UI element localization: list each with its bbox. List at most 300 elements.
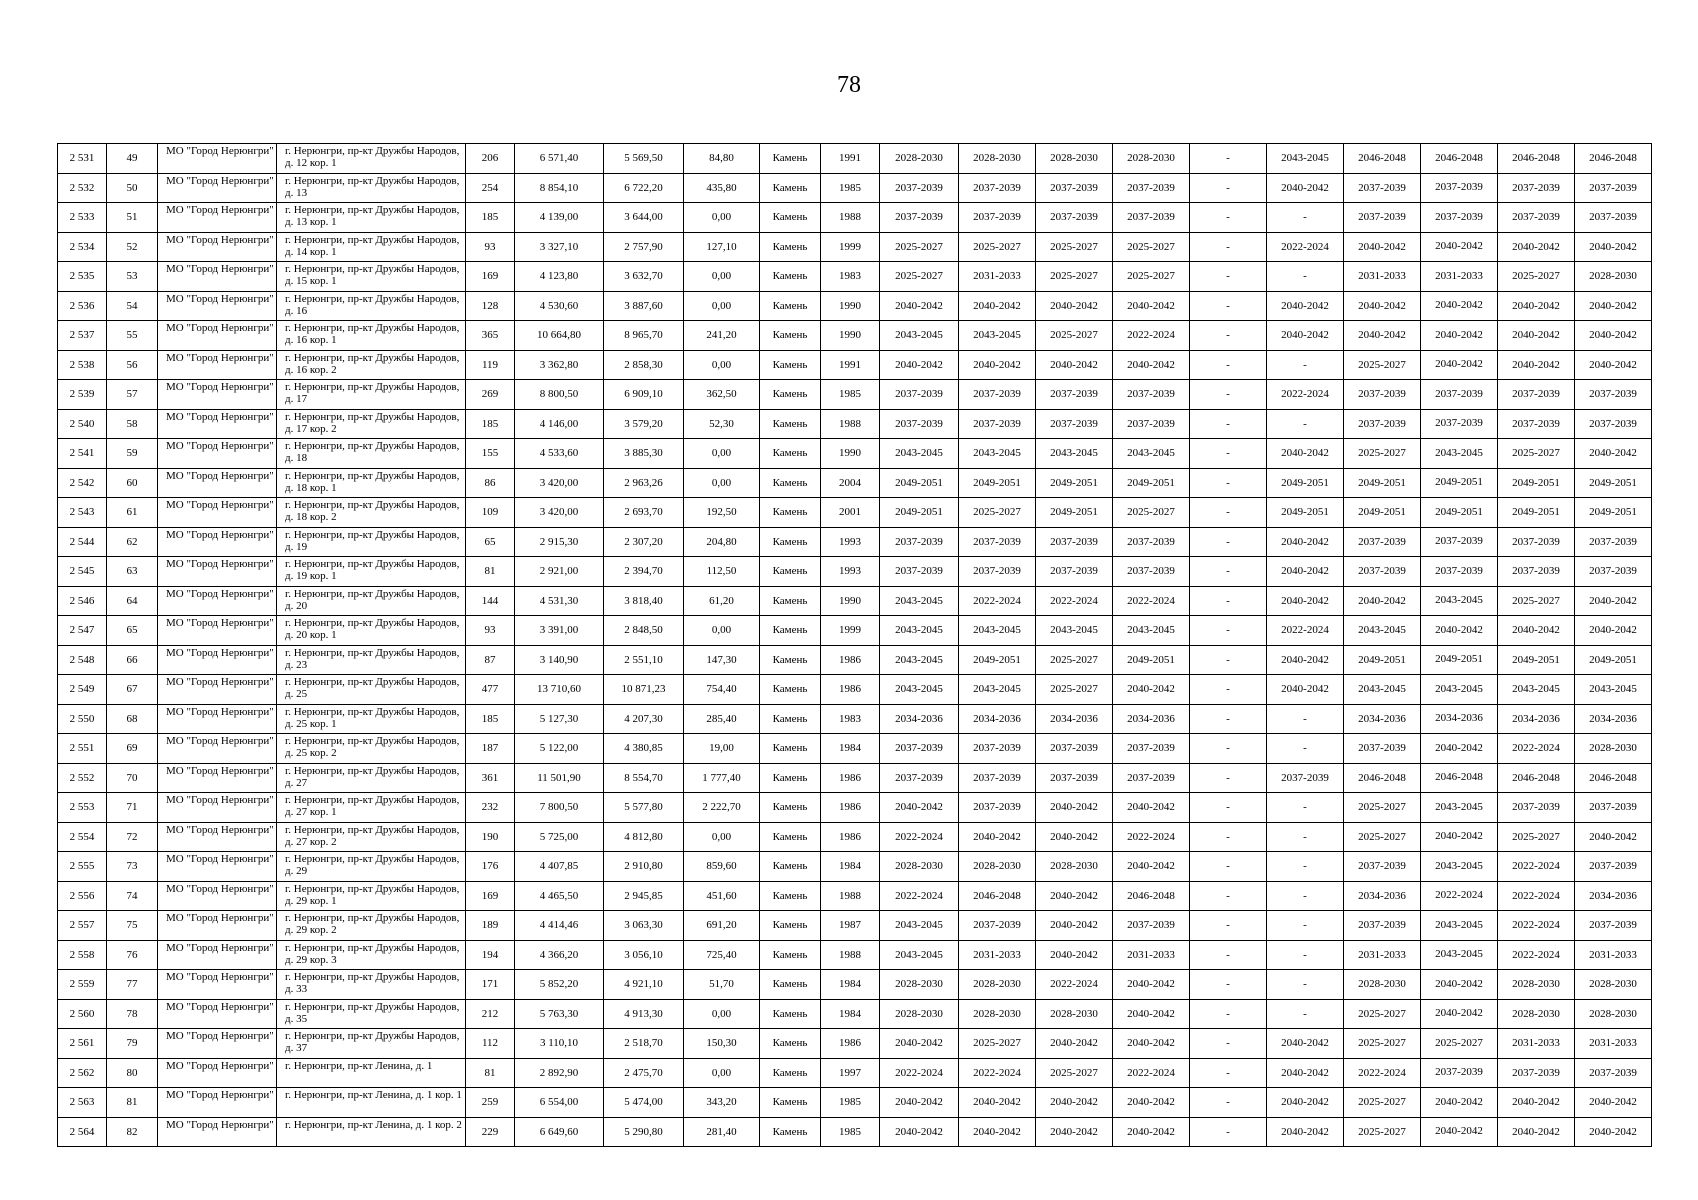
table-cell: 2037-2039 — [959, 763, 1036, 793]
table-cell: МО "Город Нерюнгри" — [158, 144, 277, 174]
table-cell: г. Нерюнгри, пр-кт Дружбы Народов, д. 25 кор. 1 — [277, 704, 466, 734]
table-cell: 2 559 — [58, 970, 107, 1000]
table-cell: 3 063,30 — [604, 911, 684, 941]
table-cell: 7 800,50 — [515, 793, 604, 823]
table-cell: г. Нерюнгри, пр-кт Дружбы Народов, д. 25 — [277, 675, 466, 705]
table-cell: 2040-2042 — [1113, 1029, 1190, 1059]
table-cell: Камень — [760, 911, 821, 941]
table-cell: 2043-2045 — [1421, 852, 1498, 882]
table-cell: 2049-2051 — [1344, 468, 1421, 498]
table-cell: 2037-2039 — [1344, 380, 1421, 410]
table-cell: 2040-2042 — [880, 1029, 959, 1059]
table-cell: Камень — [760, 881, 821, 911]
table-cell: МО "Город Нерюнгри" — [158, 557, 277, 587]
table-cell: 1983 — [821, 262, 880, 292]
table-cell: 2040-2042 — [1421, 970, 1498, 1000]
table-cell: 2 560 — [58, 999, 107, 1029]
table-cell: 2 558 — [58, 940, 107, 970]
table-cell: г. Нерюнгри, пр-кт Дружбы Народов, д. 29 кор. 1 — [277, 881, 466, 911]
table-cell: 2040-2042 — [1575, 586, 1652, 616]
table-cell: - — [1267, 822, 1344, 852]
table-cell: 19,00 — [684, 734, 760, 764]
table-cell: 2034-2036 — [1113, 704, 1190, 734]
table-cell: 84,80 — [684, 144, 760, 174]
table-cell: 52,30 — [684, 409, 760, 439]
table-cell: 2040-2042 — [880, 291, 959, 321]
table-cell: 2043-2045 — [1421, 911, 1498, 941]
table-cell: 2046-2048 — [1344, 763, 1421, 793]
table-cell: г. Нерюнгри, пр-кт Дружбы Народов, д. 13 кор. 1 — [277, 203, 466, 233]
table-cell: 2040-2042 — [880, 350, 959, 380]
table-cell: 2040-2042 — [1344, 321, 1421, 351]
table-cell: 2037-2039 — [959, 793, 1036, 823]
table-cell: - — [1190, 380, 1267, 410]
table-cell: 3 885,30 — [604, 439, 684, 469]
table-cell: 2034-2036 — [1575, 704, 1652, 734]
table-cell: 3 140,90 — [515, 645, 604, 675]
table-cell: 2025-2027 — [1113, 262, 1190, 292]
table-cell: 5 474,00 — [604, 1088, 684, 1118]
table-cell: 2040-2042 — [880, 1117, 959, 1147]
table-cell: 2 554 — [58, 822, 107, 852]
table-cell: - — [1190, 999, 1267, 1029]
table-cell: 2028-2030 — [1498, 999, 1575, 1029]
table-cell: Камень — [760, 675, 821, 705]
table-cell: 2 549 — [58, 675, 107, 705]
table-cell: - — [1267, 852, 1344, 882]
table-cell: 0,00 — [684, 822, 760, 852]
table-cell: 259 — [466, 1088, 515, 1118]
table-cell: 1985 — [821, 1117, 880, 1147]
table-cell: 2040-2042 — [1575, 1088, 1652, 1118]
table-cell: 2049-2051 — [1036, 468, 1113, 498]
table-cell: 4 921,10 — [604, 970, 684, 1000]
table-cell: 2025-2027 — [1344, 793, 1421, 823]
table-cell: МО "Город Нерюнгри" — [158, 881, 277, 911]
table-cell: МО "Город Нерюнгри" — [158, 645, 277, 675]
table-cell: 2 531 — [58, 144, 107, 174]
table-cell: 2031-2033 — [1575, 940, 1652, 970]
table-cell: 67 — [107, 675, 158, 705]
table-cell: 71 — [107, 793, 158, 823]
table-cell: 2049-2051 — [1036, 498, 1113, 528]
table-cell: 2049-2051 — [959, 645, 1036, 675]
table-cell: 1984 — [821, 852, 880, 882]
table-cell: 82 — [107, 1117, 158, 1147]
table-cell: 2037-2039 — [1575, 1058, 1652, 1088]
table-cell: 59 — [107, 439, 158, 469]
table-cell: 3 818,40 — [604, 586, 684, 616]
table-cell: 2025-2027 — [1036, 645, 1113, 675]
table-cell: 155 — [466, 439, 515, 469]
table-cell: 2037-2039 — [1421, 557, 1498, 587]
table-cell: 2 561 — [58, 1029, 107, 1059]
table-cell: 2022-2024 — [959, 586, 1036, 616]
table-cell: 6 571,40 — [515, 144, 604, 174]
table-cell: 4 533,60 — [515, 439, 604, 469]
table-cell: 2025-2027 — [880, 262, 959, 292]
table-cell: 2043-2045 — [1421, 586, 1498, 616]
table-cell: 2037-2039 — [1421, 527, 1498, 557]
table-cell: 343,20 — [684, 1088, 760, 1118]
table-cell: - — [1190, 704, 1267, 734]
table-cell: 2037-2039 — [959, 911, 1036, 941]
table-row — [58, 645, 1652, 675]
table-cell: 2 693,70 — [604, 498, 684, 528]
table-cell: г. Нерюнгри, пр-кт Ленина, д. 1 кор. 2 — [277, 1117, 466, 1147]
table-cell: 4 812,80 — [604, 822, 684, 852]
table-cell: 1990 — [821, 439, 880, 469]
table-cell: 10 664,80 — [515, 321, 604, 351]
table-cell: 4 465,50 — [515, 881, 604, 911]
table-row — [58, 675, 1652, 705]
table-cell: Камень — [760, 380, 821, 410]
table-cell: 4 123,80 — [515, 262, 604, 292]
table-cell: 2025-2027 — [959, 498, 1036, 528]
table-cell: 3 391,00 — [515, 616, 604, 646]
table-cell: г. Нерюнгри, пр-кт Дружбы Народов, д. 29 — [277, 852, 466, 882]
table-cell: 4 146,00 — [515, 409, 604, 439]
table-row — [58, 173, 1652, 203]
table-row — [58, 321, 1652, 351]
table-cell: 2022-2024 — [1498, 734, 1575, 764]
table-cell: 2031-2033 — [1575, 1029, 1652, 1059]
table-cell: 81 — [466, 557, 515, 587]
table-body — [58, 144, 1652, 1147]
table-row — [58, 439, 1652, 469]
table-cell: г. Нерюнгри, пр-кт Дружбы Народов, д. 16 — [277, 291, 466, 321]
table-row — [58, 232, 1652, 262]
table-cell: 53 — [107, 262, 158, 292]
table-cell: 2040-2042 — [1036, 1117, 1113, 1147]
table-cell: г. Нерюнгри, пр-кт Дружбы Народов, д. 15 кор. 1 — [277, 262, 466, 292]
table-cell: 1986 — [821, 763, 880, 793]
table-cell: г. Нерюнгри, пр-кт Дружбы Народов, д. 19 — [277, 527, 466, 557]
table-cell: 2028-2030 — [880, 852, 959, 882]
table-cell: 2037-2039 — [1113, 557, 1190, 587]
table-cell: - — [1190, 468, 1267, 498]
table-cell: 2040-2042 — [1267, 1088, 1344, 1118]
table-cell: 2037-2039 — [959, 203, 1036, 233]
table-cell: 2022-2024 — [1498, 940, 1575, 970]
table-row — [58, 527, 1652, 557]
table-cell: - — [1267, 409, 1344, 439]
table-cell: 2040-2042 — [1113, 1117, 1190, 1147]
table-cell: 2 539 — [58, 380, 107, 410]
table-cell: 2037-2039 — [959, 380, 1036, 410]
table-row — [58, 468, 1652, 498]
table-cell: 2025-2027 — [1113, 232, 1190, 262]
table-cell: г. Нерюнгри, пр-кт Дружбы Народов, д. 27 кор. 1 — [277, 793, 466, 823]
table-cell: 2022-2024 — [1267, 380, 1344, 410]
table-cell: 2040-2042 — [1421, 321, 1498, 351]
table-cell: 2 518,70 — [604, 1029, 684, 1059]
table-cell: г. Нерюнгри, пр-кт Дружбы Народов, д. 18 кор. 2 — [277, 498, 466, 528]
table-cell: 2040-2042 — [1267, 586, 1344, 616]
table-cell: 2040-2042 — [1421, 616, 1498, 646]
table-cell: 2040-2042 — [1575, 439, 1652, 469]
table-cell: МО "Город Нерюнгри" — [158, 1058, 277, 1088]
table-cell: 73 — [107, 852, 158, 882]
table-cell: 150,30 — [684, 1029, 760, 1059]
table-cell: 365 — [466, 321, 515, 351]
table-cell: 2025-2027 — [1344, 822, 1421, 852]
table-cell: 72 — [107, 822, 158, 852]
housing-register-table — [57, 143, 1652, 1147]
table-cell: 70 — [107, 763, 158, 793]
table-cell: 64 — [107, 586, 158, 616]
table-cell: 2031-2033 — [1113, 940, 1190, 970]
table-cell: 2034-2036 — [1575, 881, 1652, 911]
table-cell: 50 — [107, 173, 158, 203]
table-cell: - — [1190, 970, 1267, 1000]
table-cell: 2 848,50 — [604, 616, 684, 646]
table-cell: г. Нерюнгри, пр-кт Дружбы Народов, д. 16 кор. 1 — [277, 321, 466, 351]
table-cell: 1 777,40 — [684, 763, 760, 793]
table-cell: 2 537 — [58, 321, 107, 351]
table-cell: 1991 — [821, 350, 880, 380]
table-cell: 2037-2039 — [1575, 911, 1652, 941]
table-cell: МО "Город Нерюнгри" — [158, 291, 277, 321]
table-cell: 1990 — [821, 586, 880, 616]
table-cell: Камень — [760, 793, 821, 823]
table-cell: 2043-2045 — [1113, 616, 1190, 646]
table-cell: 2025-2027 — [1344, 1029, 1421, 1059]
table-cell: 2040-2042 — [1113, 675, 1190, 705]
table-cell: 2028-2030 — [1575, 999, 1652, 1029]
table-cell: 81 — [466, 1058, 515, 1088]
table-cell: 2 563 — [58, 1088, 107, 1118]
table-cell: 1983 — [821, 704, 880, 734]
table-cell: - — [1190, 586, 1267, 616]
table-cell: Камень — [760, 498, 821, 528]
table-cell: 2 892,90 — [515, 1058, 604, 1088]
table-cell: 2031-2033 — [959, 262, 1036, 292]
table-cell: 2040-2042 — [959, 1117, 1036, 1147]
table-cell: МО "Город Нерюнгри" — [158, 911, 277, 941]
table-cell: 2037-2039 — [1421, 409, 1498, 439]
table-cell: 2022-2024 — [1036, 970, 1113, 1000]
table-cell: 1985 — [821, 1088, 880, 1118]
table-cell: Камень — [760, 970, 821, 1000]
table-cell: 2046-2048 — [1575, 144, 1652, 174]
table-cell: 5 127,30 — [515, 704, 604, 734]
table-cell: МО "Город Нерюнгри" — [158, 999, 277, 1029]
table-cell: 2022-2024 — [1113, 822, 1190, 852]
table-cell: 2046-2048 — [1344, 144, 1421, 174]
table-cell: 1985 — [821, 380, 880, 410]
table-cell: 2040-2042 — [1267, 291, 1344, 321]
table-cell: 112 — [466, 1029, 515, 1059]
table-cell: г. Нерюнгри, пр-кт Дружбы Народов, д. 18 кор. 1 — [277, 468, 466, 498]
table-cell: 1984 — [821, 970, 880, 1000]
table-cell: 2037-2039 — [880, 173, 959, 203]
table-cell: 1986 — [821, 645, 880, 675]
table-cell: 2037-2039 — [1113, 409, 1190, 439]
table-cell: 2037-2039 — [1113, 734, 1190, 764]
table-cell: 2037-2039 — [1421, 173, 1498, 203]
table-cell: 2043-2045 — [880, 645, 959, 675]
table-cell: 2037-2039 — [1575, 527, 1652, 557]
table-cell: - — [1190, 527, 1267, 557]
table-cell: 2028-2030 — [959, 999, 1036, 1029]
table-cell: г. Нерюнгри, пр-кт Дружбы Народов, д. 19 кор. 1 — [277, 557, 466, 587]
table-cell: 2040-2042 — [1421, 291, 1498, 321]
table-cell: 2043-2045 — [880, 911, 959, 941]
table-cell: Камень — [760, 350, 821, 380]
table-row — [58, 1058, 1652, 1088]
table-cell: 2040-2042 — [1267, 527, 1344, 557]
page-number: 78 — [837, 72, 861, 98]
table-cell: 2022-2024 — [1113, 586, 1190, 616]
table-cell: 2040-2042 — [1267, 1117, 1344, 1147]
table-cell: 2037-2039 — [1575, 409, 1652, 439]
table-cell: - — [1190, 911, 1267, 941]
table-cell: 2040-2042 — [1036, 911, 1113, 941]
table-cell: 2031-2033 — [1421, 262, 1498, 292]
table-cell: 754,40 — [684, 675, 760, 705]
table-cell: 2037-2039 — [1113, 203, 1190, 233]
table-cell: г. Нерюнгри, пр-кт Дружбы Народов, д. 20 — [277, 586, 466, 616]
table-cell: 2037-2039 — [880, 557, 959, 587]
table-cell: 2040-2042 — [1498, 291, 1575, 321]
table-cell: 192,50 — [684, 498, 760, 528]
table-cell: 2043-2045 — [880, 439, 959, 469]
table-cell: 2034-2036 — [880, 704, 959, 734]
table-row — [58, 616, 1652, 646]
table-cell: 2025-2027 — [1344, 999, 1421, 1029]
table-cell: 63 — [107, 557, 158, 587]
table-cell: Камень — [760, 616, 821, 646]
table-cell: 5 852,20 — [515, 970, 604, 1000]
table-cell: 2 553 — [58, 793, 107, 823]
table-cell: 2040-2042 — [1267, 557, 1344, 587]
table-cell: 185 — [466, 203, 515, 233]
table-cell: 2028-2030 — [1575, 734, 1652, 764]
table-cell: 1985 — [821, 173, 880, 203]
table-cell: 2028-2030 — [1036, 144, 1113, 174]
table-cell: Камень — [760, 586, 821, 616]
table-cell: 4 380,85 — [604, 734, 684, 764]
table-cell: 6 649,60 — [515, 1117, 604, 1147]
table-cell: 477 — [466, 675, 515, 705]
table-cell: г. Нерюнгри, пр-кт Дружбы Народов, д. 13 — [277, 173, 466, 203]
table-cell: 2022-2024 — [1498, 852, 1575, 882]
table-cell: 2040-2042 — [1267, 173, 1344, 203]
table-cell: 2 535 — [58, 262, 107, 292]
table-cell: 2034-2036 — [1498, 704, 1575, 734]
table-cell: МО "Город Нерюнгри" — [158, 232, 277, 262]
table-cell: 144 — [466, 586, 515, 616]
table-cell: 2028-2030 — [1036, 999, 1113, 1029]
table-cell: 51,70 — [684, 970, 760, 1000]
table-cell: - — [1190, 881, 1267, 911]
table-cell: 241,20 — [684, 321, 760, 351]
table-row — [58, 999, 1652, 1029]
table-cell: 2034-2036 — [1036, 704, 1113, 734]
table-cell: МО "Город Нерюнгри" — [158, 852, 277, 882]
table-cell: 2028-2030 — [959, 144, 1036, 174]
table-cell: МО "Город Нерюнгри" — [158, 763, 277, 793]
table-cell: 2 536 — [58, 291, 107, 321]
table-row — [58, 380, 1652, 410]
table-cell: 2049-2051 — [1113, 468, 1190, 498]
table-cell: 2022-2024 — [1421, 881, 1498, 911]
table-cell: 2025-2027 — [1421, 1029, 1498, 1059]
table-cell: 2037-2039 — [1344, 734, 1421, 764]
table-cell: 78 — [107, 999, 158, 1029]
table-cell: 2 921,00 — [515, 557, 604, 587]
table-cell: 2004 — [821, 468, 880, 498]
table-cell: Камень — [760, 1088, 821, 1118]
table-cell: 8 854,10 — [515, 173, 604, 203]
table-cell: - — [1190, 498, 1267, 528]
table-cell: 86 — [466, 468, 515, 498]
table-cell: 2049-2051 — [1498, 498, 1575, 528]
table-row — [58, 1029, 1652, 1059]
table-row — [58, 940, 1652, 970]
table-cell: 2 545 — [58, 557, 107, 587]
table-cell: 2040-2042 — [959, 822, 1036, 852]
table-cell: 2037-2039 — [1575, 380, 1652, 410]
table-cell: 3 110,10 — [515, 1029, 604, 1059]
table-cell: 2028-2030 — [959, 852, 1036, 882]
table-cell: 2 550 — [58, 704, 107, 734]
table-cell: - — [1190, 793, 1267, 823]
table-cell: МО "Город Нерюнгри" — [158, 1029, 277, 1059]
table-cell: г. Нерюнгри, пр-кт Дружбы Народов, д. 23 — [277, 645, 466, 675]
table-cell: 2037-2039 — [1344, 409, 1421, 439]
table-cell: 2037-2039 — [1575, 793, 1652, 823]
table-cell: 2037-2039 — [1036, 173, 1113, 203]
table-cell: 171 — [466, 970, 515, 1000]
table-cell: 2037-2039 — [1036, 734, 1113, 764]
table-cell: Камень — [760, 1029, 821, 1059]
table-cell: 4 531,30 — [515, 586, 604, 616]
table-cell: Камень — [760, 468, 821, 498]
table-cell: - — [1190, 1088, 1267, 1118]
table-cell: 2049-2051 — [1498, 645, 1575, 675]
table-cell: 2034-2036 — [1421, 704, 1498, 734]
table-cell: 2028-2030 — [1498, 970, 1575, 1000]
table-cell: 2043-2045 — [1421, 439, 1498, 469]
table-cell: 2037-2039 — [1498, 557, 1575, 587]
table-cell: 185 — [466, 409, 515, 439]
table-cell: 2037-2039 — [1267, 763, 1344, 793]
table-cell: 2037-2039 — [1498, 380, 1575, 410]
table-cell: 2031-2033 — [1344, 262, 1421, 292]
table-cell: 2043-2045 — [1421, 793, 1498, 823]
table-cell: 2040-2042 — [1113, 350, 1190, 380]
table-cell: 2043-2045 — [880, 321, 959, 351]
table-cell: 2034-2036 — [959, 704, 1036, 734]
table-cell: 2040-2042 — [1036, 1088, 1113, 1118]
table-cell: 2022-2024 — [1036, 586, 1113, 616]
table-cell: 65 — [466, 527, 515, 557]
table-cell: МО "Город Нерюнгри" — [158, 793, 277, 823]
table-cell: 2022-2024 — [959, 1058, 1036, 1088]
table-cell: 109 — [466, 498, 515, 528]
table-cell: г. Нерюнгри, пр-кт Ленина, д. 1 кор. 1 — [277, 1088, 466, 1118]
table-cell: - — [1190, 144, 1267, 174]
table-cell: 2046-2048 — [1498, 763, 1575, 793]
table-row — [58, 291, 1652, 321]
table-cell: Камень — [760, 645, 821, 675]
table-cell: - — [1190, 852, 1267, 882]
table-cell: МО "Город Нерюнгри" — [158, 586, 277, 616]
table-cell: 2040-2042 — [1267, 645, 1344, 675]
table-cell: 2043-2045 — [959, 675, 1036, 705]
